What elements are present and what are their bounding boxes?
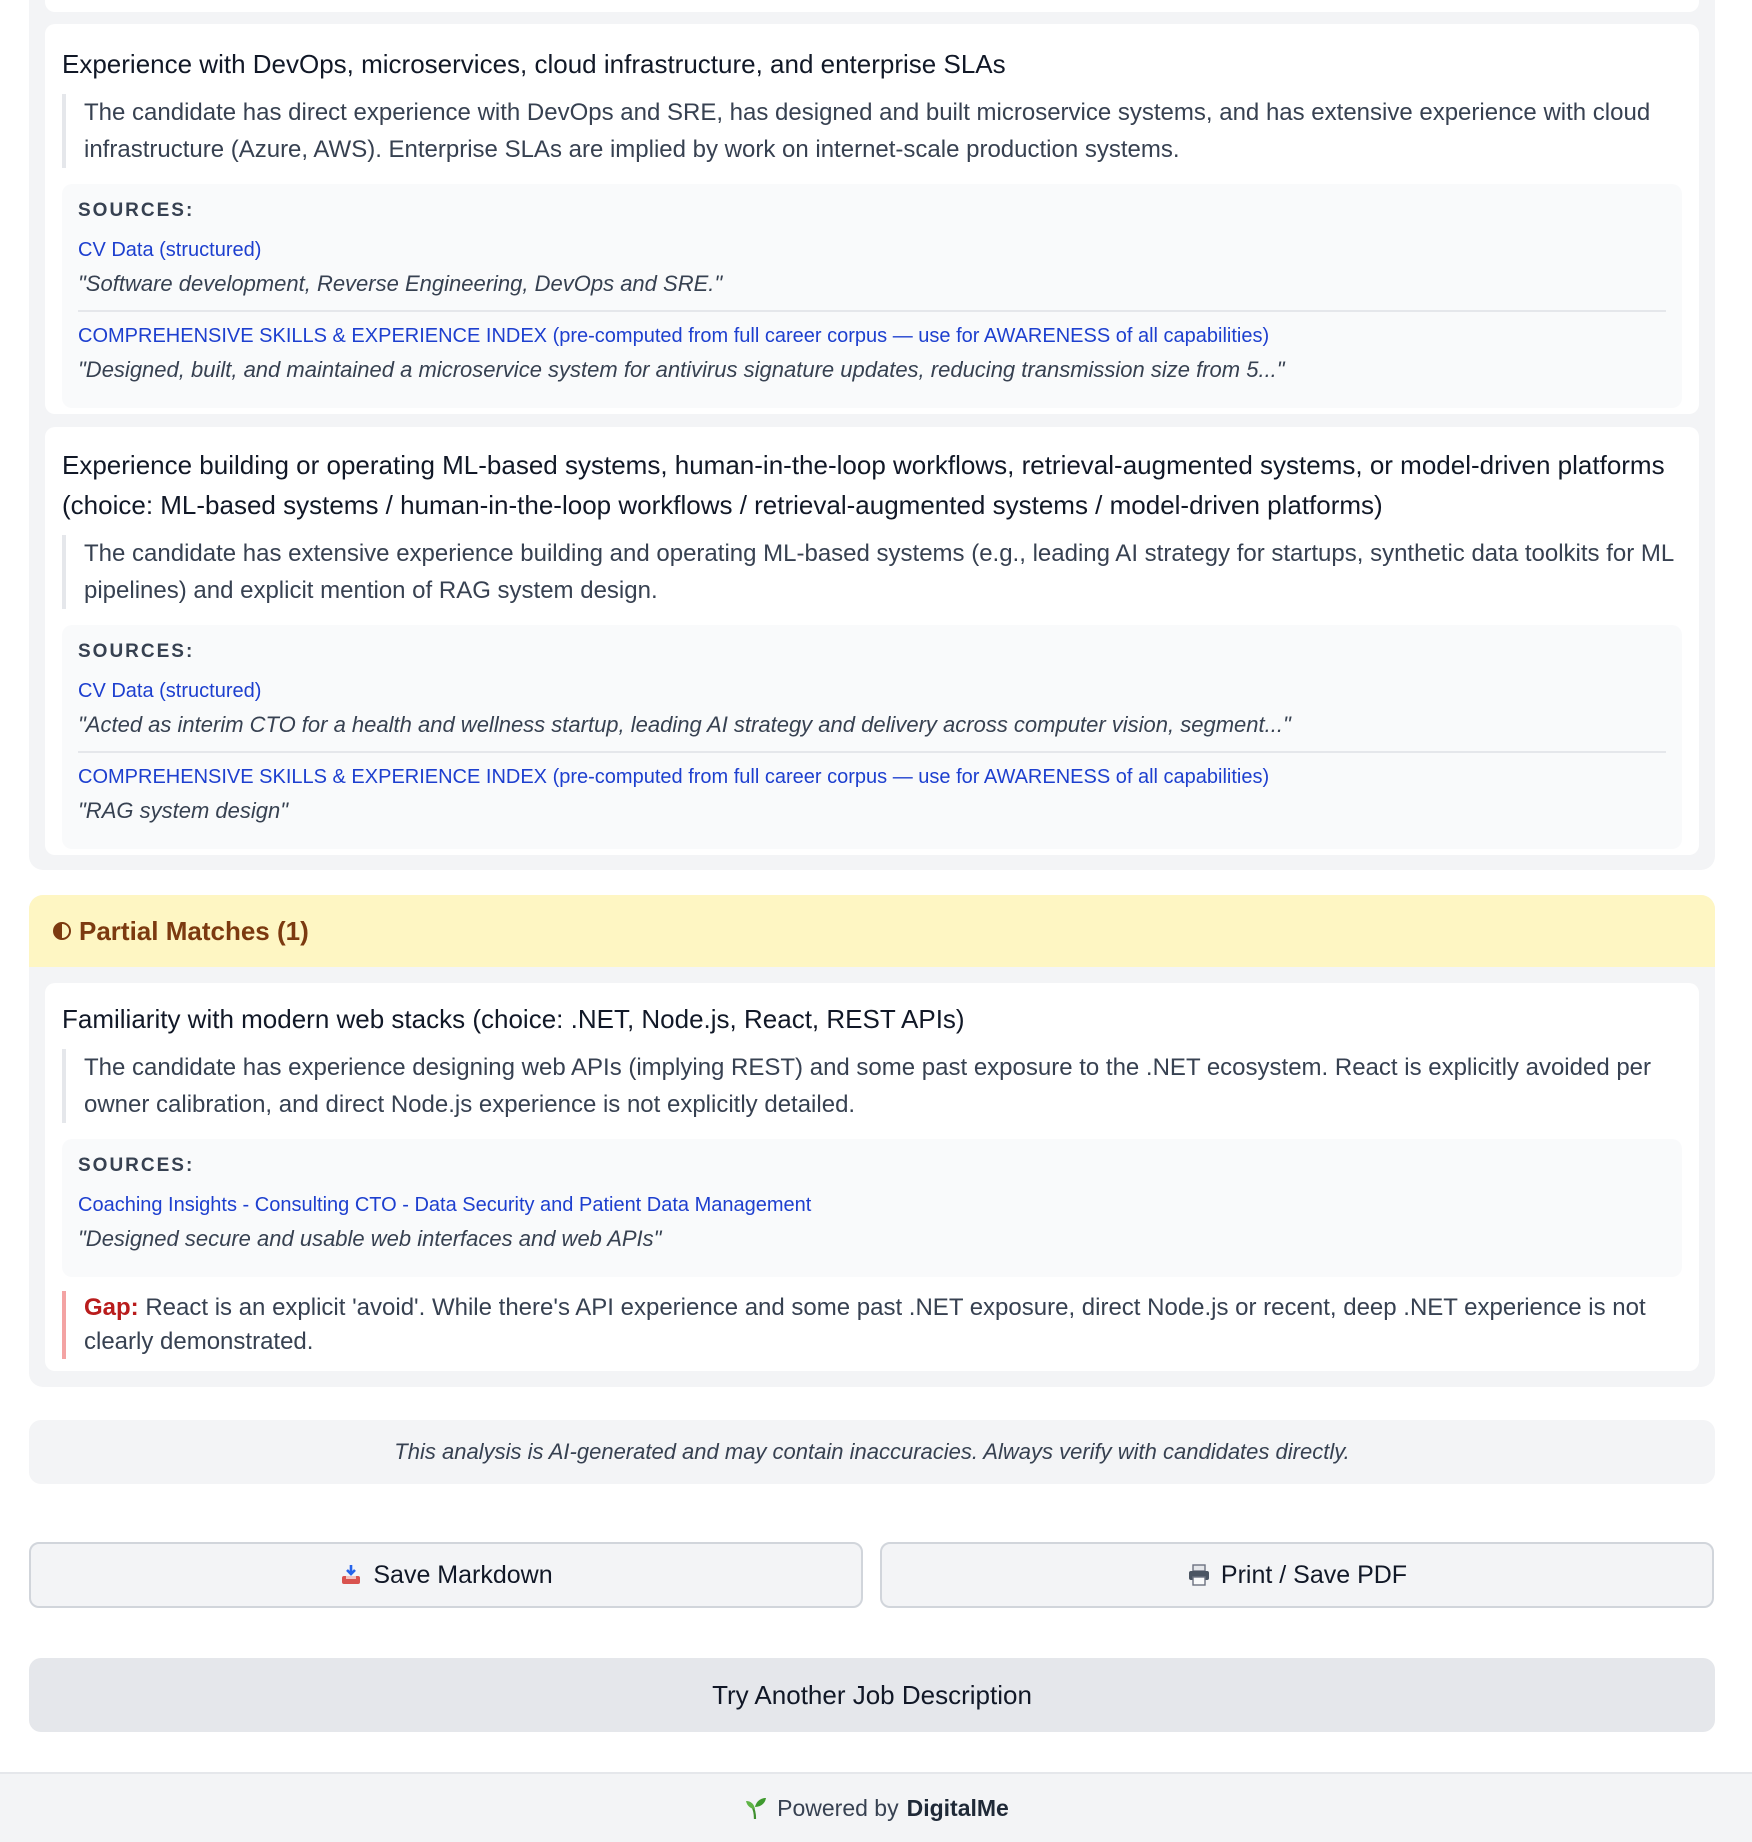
footer — [0, 1772, 1752, 1842]
requirement-reasoning: The candidate has extensive experience building and operating ML-based systems (e.g., leading AI strategy for startups, synthetic data toolkits for ML pipelines) and explicit mention of RAG system design. — [62, 535, 1682, 609]
gap-note — [62, 1291, 1682, 1359]
partial-matches-title: Partial Matches (1) — [79, 915, 309, 946]
gap-text: React is an explicit 'avoid'. While there's API experience and some past .NET exposure, direct Node.js or recent, deep .NET experience is not clearly demonstrated. — [84, 1294, 1646, 1355]
sources-label: SOURCES: — [78, 641, 195, 662]
save-markdown-label: Save Markdown — [373, 1560, 553, 1589]
source-quote: "RAG system design" — [78, 798, 289, 823]
previous-card-bottom — [45, 0, 1699, 12]
sources-box — [62, 184, 1682, 408]
requirement-title: Experience with DevOps, microservices, cloud infrastructure, and enterprise SLAs — [62, 49, 1006, 79]
source-link[interactable]: CV Data (structured) — [78, 680, 262, 702]
seedling-icon — [743, 1795, 769, 1821]
footer-brand-link[interactable]: DigitalMe — [906, 1794, 1009, 1821]
source-link[interactable]: COMPREHENSIVE SKILLS & EXPERIENCE INDEX (pre-computed from full career corpus — use for AWARENESS of all capabilities) — [78, 766, 1270, 788]
requirement-card — [45, 24, 1699, 414]
requirement-card — [45, 427, 1699, 855]
source-quote: "Acted as interim CTO for a health and wellness startup, leading AI strategy and delivery across computer vision, segment..." — [78, 712, 1291, 737]
sources-label: SOURCES: — [78, 1155, 195, 1176]
print-pdf-button[interactable] — [880, 1542, 1714, 1608]
requirement-reasoning: The candidate has experience designing web APIs (implying REST) and some past exposure to the .NET ecosystem. React is explicitly avoided per owner calibration, and direct Node.js experience is not explicitly detailed. — [62, 1049, 1682, 1123]
source-item — [78, 751, 1666, 837]
partial-matches-header[interactable] — [29, 895, 1715, 967]
source-link[interactable]: COMPREHENSIVE SKILLS & EXPERIENCE INDEX (pre-computed from full career corpus — use for AWARENESS of all capabilities) — [78, 325, 1270, 347]
sources-label: SOURCES: — [78, 200, 195, 221]
source-item — [78, 310, 1666, 396]
requirement-reasoning: The candidate has direct experience with DevOps and SRE, has designed and built microservice systems, and has extensive experience with cloud infrastructure (Azure, AWS). Enterprise SLAs are implied by work on internet-scale production systems. — [62, 94, 1682, 168]
source-quote: "Designed, built, and maintained a microservice system for antivirus signature updates, reducing transmission size from 5..." — [78, 357, 1285, 382]
try-another-button[interactable]: Try Another Job Description — [29, 1658, 1715, 1732]
gap-label: Gap: — [84, 1294, 139, 1321]
inbox-tray-icon — [339, 1563, 363, 1587]
requirement-title: Experience building or operating ML-based systems, human-in-the-loop workflows, retrieval-augmented systems, or model-driven platforms (choice: ML-based systems / human-in-the-loop workflows / retrieval-augmented systems / model-driven platforms) — [62, 450, 1665, 520]
source-link[interactable]: Coaching Insights - Consulting CTO - Data Security and Patient Data Management — [78, 1194, 812, 1216]
sources-box — [62, 625, 1682, 849]
source-quote: "Designed secure and usable web interfaces and web APIs" — [78, 1226, 662, 1251]
printer-icon — [1187, 1563, 1211, 1587]
source-item — [78, 1191, 1666, 1265]
half-circle-icon — [53, 922, 71, 940]
source-quote: "Software development, Reverse Engineering, DevOps and SRE." — [78, 271, 723, 296]
sources-box — [62, 1139, 1682, 1277]
source-item — [78, 677, 1666, 751]
ai-disclaimer: This analysis is AI-generated and may contain inaccuracies. Always verify with candidates directly. — [29, 1420, 1715, 1484]
footer-prefix: Powered by — [777, 1794, 899, 1821]
requirement-title: Familiarity with modern web stacks (choice: .NET, Node.js, React, REST APIs) — [62, 1004, 965, 1034]
source-item — [78, 236, 1666, 310]
save-markdown-button[interactable] — [29, 1542, 863, 1608]
source-link[interactable]: CV Data (structured) — [78, 239, 262, 261]
print-pdf-label: Print / Save PDF — [1220, 1560, 1408, 1589]
requirement-card — [45, 983, 1699, 1371]
